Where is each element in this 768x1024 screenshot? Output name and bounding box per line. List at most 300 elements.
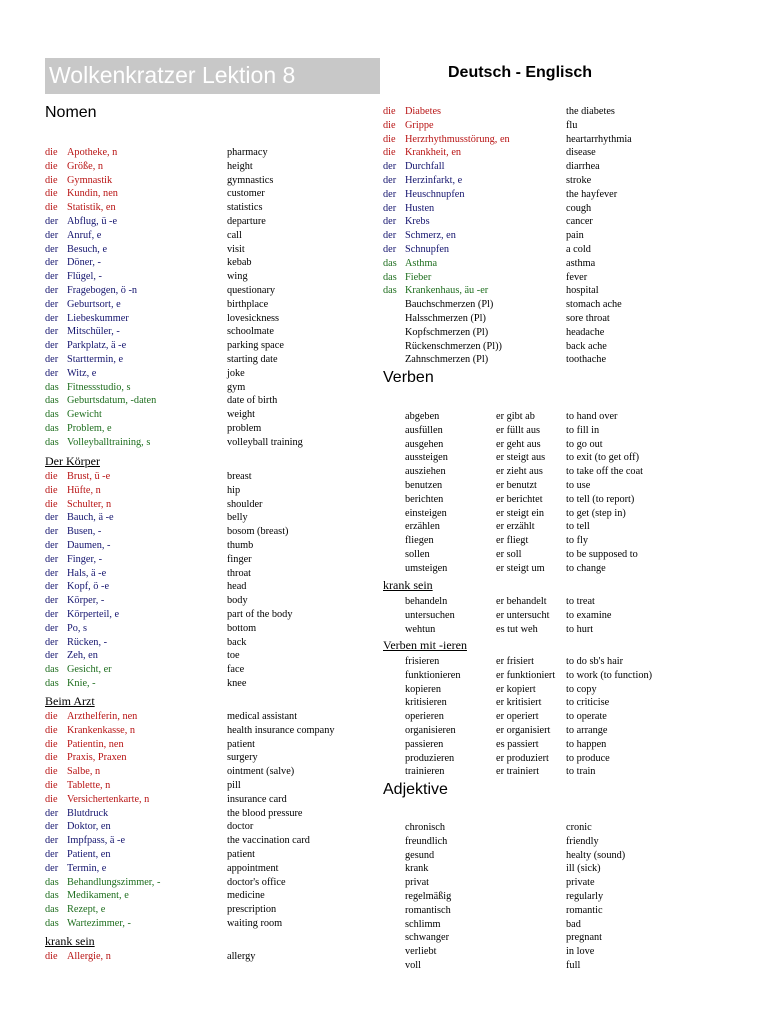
adjective-english: regularly [566, 891, 604, 902]
german-word: Kopf, ö -e [67, 581, 110, 593]
verb-conjugated: er organisiert [496, 725, 551, 736]
german-word: Hals, ä -e [67, 567, 107, 579]
verb-row [405, 562, 685, 576]
adjective-german: schlimm [405, 918, 441, 930]
verb-row [405, 520, 685, 534]
adjective-english: private [566, 877, 595, 889]
german-word: Brust, ü -e [67, 471, 111, 482]
verb-english: to operate [566, 711, 607, 723]
verb-row [405, 623, 685, 637]
german-word: Zeh, en [67, 650, 98, 662]
vocab-row [45, 539, 375, 553]
english-translation: call [227, 229, 242, 241]
english-translation: problem [227, 423, 262, 434]
adjective-german: freundlich [405, 835, 448, 847]
english-translation: schoolmate [227, 326, 274, 338]
english-translation: disease [566, 147, 596, 159]
english-translation: thumb [227, 540, 254, 551]
vocab-row [45, 498, 375, 512]
vocab-row [45, 793, 375, 807]
verb-infinitive: behandeln [405, 596, 448, 607]
verb-row [405, 493, 685, 507]
koerper-heading: Der Körper [45, 454, 100, 468]
page-title: Wolkenkratzer Lektion 8 [49, 62, 296, 88]
verb-english: to produce [566, 752, 610, 764]
verb-row [405, 534, 685, 548]
article: der [45, 636, 59, 648]
vocab-row [45, 834, 375, 848]
german-word: Döner, - [67, 257, 101, 269]
verb-infinitive: einsteigen [405, 507, 447, 519]
english-translation: allergy [227, 951, 256, 962]
verb-conjugated: er zieht aus [496, 466, 543, 478]
verb-english: to criticise [566, 697, 610, 709]
verb-english: to examine [566, 609, 612, 621]
verb-english: to take off the coat [566, 466, 644, 478]
vocab-row [383, 229, 713, 243]
vocab-row [45, 484, 375, 498]
english-translation: knee [227, 678, 247, 689]
german-word: Finger, - [67, 553, 103, 565]
vocab-row [45, 848, 375, 862]
english-translation: cough [566, 202, 592, 214]
adjective-row [405, 862, 705, 876]
article: der [383, 216, 397, 228]
article: der [45, 229, 59, 241]
german-word: Po, s [67, 622, 88, 634]
vocab-row [45, 903, 375, 917]
vocab-row [45, 298, 375, 312]
vocab-row [45, 353, 375, 367]
verb-infinitive: produzieren [405, 752, 455, 764]
german-word: Durchfall [405, 161, 445, 173]
english-translation: asthma [566, 257, 596, 269]
german-word: Kundin, nen [67, 188, 118, 200]
article: der [45, 326, 59, 338]
article: der [45, 243, 59, 255]
german-word: Rezept, e [67, 904, 106, 916]
verb-english: to go out [566, 438, 603, 450]
verb-english: to treat [566, 596, 595, 607]
adjective-german: voll [405, 960, 422, 971]
german-word: Fragebogen, ö -n [67, 285, 138, 296]
english-translation: patient [227, 849, 256, 860]
german-word: Halsschmerzen (Pl) [405, 313, 486, 324]
vocab-row [45, 622, 375, 636]
verb-row [405, 669, 685, 683]
article: die [45, 766, 58, 778]
verb-conjugated: er steigt ein [496, 507, 545, 519]
english-translation: diarrhea [566, 161, 600, 173]
german-word: Diabetes [405, 106, 442, 117]
vocab-row [45, 580, 375, 594]
article: das [45, 678, 59, 689]
german-word: Krankheit, en [405, 147, 462, 159]
article: der [45, 526, 59, 538]
article: das [45, 890, 59, 902]
vocab-row [45, 594, 375, 608]
adjective-row [405, 890, 705, 904]
vocab-row [45, 677, 375, 691]
adjective-english: romantic [566, 904, 603, 916]
verb-row [405, 696, 685, 710]
verb-english: to exit (to get off) [566, 452, 640, 464]
verb-conjugated: er geht aus [496, 438, 541, 450]
german-word: Körperteil, e [67, 609, 120, 620]
vocab-row [45, 339, 375, 353]
english-translation: a cold [566, 244, 591, 255]
english-translation: questionary [227, 285, 276, 296]
english-translation: doctor's office [227, 876, 286, 888]
article: die [383, 133, 396, 145]
verb-row [405, 465, 685, 479]
page-subtitle: Deutsch - Englisch [448, 64, 593, 81]
article: die [45, 724, 58, 736]
vocab-row [383, 146, 713, 160]
article: der [45, 367, 59, 379]
adjective-english: cronic [566, 822, 592, 833]
vocab-row [45, 408, 375, 422]
german-word: Körper, - [67, 595, 105, 607]
vocab-row [45, 243, 375, 257]
article: die [45, 471, 58, 482]
german-word: Statistik, en [67, 202, 116, 214]
english-translation: volleyball training [227, 436, 303, 448]
article: der [45, 312, 59, 324]
german-word: Mitschüler, - [67, 326, 120, 338]
verb-row [405, 765, 685, 779]
verb-conjugated: er soll [496, 549, 522, 560]
vocab-row [45, 174, 375, 188]
verb-infinitive: umsteigen [405, 562, 448, 574]
german-word: Rückenschmerzen (Pl)) [405, 340, 502, 352]
verb-conjugated: er trainiert [496, 766, 540, 778]
german-word: Busen, - [67, 526, 102, 538]
german-word: Bauchschmerzen (Pl) [405, 299, 494, 311]
german-word: Gymnastik [67, 174, 113, 186]
adjective-row [405, 918, 705, 932]
german-word: Gesicht, er [67, 664, 112, 676]
vocab-row [45, 820, 375, 834]
article: die [45, 147, 58, 158]
verb-row [405, 738, 685, 752]
verb-infinitive: frisieren [405, 656, 440, 667]
adjective-german: krank [405, 863, 429, 875]
german-word: Praxis, Praxen [67, 752, 127, 764]
german-word: Husten [405, 202, 435, 214]
verb-conjugated: es tut weh [496, 623, 538, 635]
vocab-row [383, 202, 713, 216]
article: die [45, 793, 58, 805]
vocab-row [45, 917, 375, 931]
german-word: Besuch, e [67, 243, 108, 255]
english-translation: prescription [227, 904, 277, 916]
german-word: Schmerz, en [405, 230, 456, 242]
article: der [45, 595, 59, 607]
verb-infinitive: abgeben [405, 411, 440, 422]
german-word: Problem, e [67, 423, 112, 434]
article: die [45, 780, 58, 791]
adjective-english: friendly [566, 835, 599, 847]
article: die [45, 202, 58, 214]
german-word: Fitnessstudio, s [67, 381, 131, 393]
vocab-row [383, 312, 713, 326]
german-word: Hüfte, n [67, 484, 101, 496]
adjective-german: gesund [405, 849, 435, 861]
article: der [45, 216, 59, 227]
vocab-row [45, 270, 375, 284]
article: das [45, 918, 59, 929]
verb-conjugated: er füllt aus [496, 424, 541, 436]
nomen-heading: Nomen [45, 104, 97, 121]
vocab-row [45, 256, 375, 270]
german-word: Gewicht [67, 409, 102, 421]
english-translation: toothache [566, 354, 607, 366]
adjective-row [405, 821, 705, 835]
verb-conjugated: er steigt um [496, 562, 545, 574]
vocab-row [45, 779, 375, 793]
verb-infinitive: kritisieren [405, 697, 447, 709]
adjective-english: pregnant [566, 932, 603, 944]
vocab-row [383, 243, 713, 257]
article: das [383, 271, 397, 283]
vocab-row [383, 174, 713, 188]
german-word: Herzrhythmusstörung, en [405, 133, 510, 145]
adjective-english: full [566, 960, 581, 971]
english-translation: wing [227, 271, 248, 283]
verb-english: to happen [566, 738, 607, 750]
verb-row [405, 410, 685, 424]
article: die [45, 484, 58, 496]
verb-infinitive: fliegen [405, 535, 434, 547]
german-word: Wartezimmer, - [67, 918, 131, 929]
verb-english: to do sb's hair [566, 656, 624, 667]
article: der [45, 567, 59, 579]
article: der [383, 188, 397, 200]
german-word: Herzinfarkt, e [405, 175, 463, 186]
english-translation: customer [227, 188, 265, 200]
english-translation: pill [227, 780, 241, 791]
english-translation: the blood pressure [227, 807, 303, 819]
article: die [383, 119, 396, 131]
article: das [45, 876, 59, 888]
vocab-row [383, 119, 713, 133]
verb-english: to get (step in) [566, 507, 626, 519]
verb-row [405, 710, 685, 724]
article: das [383, 285, 397, 297]
verb-row [405, 438, 685, 452]
german-word: Krankenhaus, äu -er [405, 285, 489, 297]
english-translation: starting date [227, 354, 278, 365]
article: die [45, 711, 58, 722]
english-translation: date of birth [227, 395, 278, 407]
vocab-row [45, 765, 375, 779]
adjective-german: verliebt [405, 946, 437, 958]
verb-row [405, 595, 685, 609]
vocab-row [383, 326, 713, 340]
german-word: Medikament, e [67, 890, 129, 902]
verb-conjugated: es passiert [496, 738, 539, 750]
german-word: Termin, e [67, 862, 107, 874]
english-translation: bosom (breast) [227, 526, 289, 538]
english-translation: lovesickness [227, 312, 280, 324]
vocab-row [45, 229, 375, 243]
verb-infinitive: funktionieren [405, 669, 461, 681]
article: die [45, 188, 58, 200]
verb-conjugated: er gibt ab [496, 411, 535, 422]
adjective-row [405, 931, 705, 945]
verb-english: to copy [566, 683, 597, 695]
verb-conjugated: er fliegt [496, 535, 529, 547]
verb-english: to hand over [566, 411, 618, 422]
verb-conjugated: er produziert [496, 752, 549, 764]
german-word: Krebs [405, 216, 430, 228]
english-translation: back [227, 636, 247, 648]
german-word: Rücken, - [67, 636, 108, 648]
verb-infinitive: wehtun [405, 623, 436, 635]
arzt-heading: Beim Arzt [45, 694, 95, 708]
article: der [45, 849, 59, 860]
vocab-row [45, 710, 375, 724]
article: der [383, 202, 397, 214]
verb-english: to fly [566, 535, 589, 547]
english-translation: finger [227, 553, 252, 565]
krank-heading: krank sein [45, 934, 95, 948]
article: die [45, 738, 58, 750]
vocab-row [45, 862, 375, 876]
english-translation: appointment [227, 862, 279, 874]
vocab-row [45, 649, 375, 663]
german-word: Arzthelferin, nen [67, 711, 138, 722]
article: der [383, 244, 397, 255]
verb-row [405, 507, 685, 521]
vocab-row [45, 325, 375, 339]
vocab-row [383, 271, 713, 285]
adjective-english: in love [566, 946, 595, 958]
article: der [45, 298, 59, 310]
adjective-row [405, 959, 705, 973]
verb-conjugated: er kritisiert [496, 697, 542, 709]
vocab-row [45, 608, 375, 622]
english-translation: heartarrhythmia [566, 133, 632, 145]
article: das [383, 257, 397, 269]
verb-english: to work (to function) [566, 669, 653, 681]
english-translation: medicine [227, 890, 265, 902]
verb-conjugated: er steigt aus [496, 452, 546, 464]
vocab-row [383, 105, 713, 119]
vocab-row [45, 511, 375, 525]
adjective-english: healty (sound) [566, 849, 626, 861]
article: die [383, 147, 396, 159]
german-word: Heuschnupfen [405, 188, 465, 200]
german-word: Krankenkasse, n [67, 724, 136, 736]
english-translation: the hayfever [566, 188, 618, 200]
vocab-row [45, 738, 375, 752]
adjective-german: romantisch [405, 904, 451, 916]
english-translation: pharmacy [227, 147, 268, 158]
verb-row [405, 724, 685, 738]
english-translation: patient [227, 738, 256, 750]
article: der [383, 175, 397, 186]
german-word: Volleyballtraining, s [67, 436, 151, 448]
german-word: Anruf, e [67, 229, 102, 241]
article: der [45, 257, 59, 269]
german-word: Behandlungszimmer, - [67, 876, 161, 888]
english-translation: throat [227, 567, 252, 579]
article: die [45, 951, 58, 962]
ieren-heading: Verben mit -ieren [383, 638, 467, 652]
vocab-row [383, 160, 713, 174]
adjective-row [405, 849, 705, 863]
english-translation: gymnastics [227, 174, 274, 186]
adjective-german: regelmäßig [405, 891, 452, 902]
english-translation: insurance card [227, 793, 287, 805]
english-translation: departure [227, 216, 266, 227]
english-translation: stomach ache [566, 299, 622, 311]
vocab-row [383, 284, 713, 298]
vocab-row [383, 257, 713, 271]
article: der [45, 650, 59, 662]
vocab-row [45, 215, 375, 229]
article: die [45, 498, 58, 510]
english-translation: cancer [566, 216, 593, 228]
verb-english: to be supposed to [566, 549, 638, 560]
english-translation: sore throat [566, 313, 610, 324]
verb-english: to change [566, 562, 606, 574]
verb-row [405, 548, 685, 562]
verb-conjugated: er behandelt [496, 596, 547, 607]
english-translation: part of the body [227, 609, 293, 620]
german-word: Parkplatz, ä -e [67, 340, 127, 352]
vocab-row [383, 298, 713, 312]
verb-english: to tell (to report) [566, 493, 635, 505]
article: die [45, 160, 58, 172]
vocab-row [45, 553, 375, 567]
verb-infinitive: ausgehen [405, 438, 444, 450]
verb-english: to train [566, 766, 596, 778]
verb-row [405, 479, 685, 493]
verb-infinitive: erzählen [405, 521, 440, 533]
verb-english: to use [566, 480, 591, 491]
vocab-row [45, 567, 375, 581]
article: das [45, 436, 59, 448]
vocab-row [45, 187, 375, 201]
german-word: Bauch, ä -e [67, 512, 114, 524]
verb-conjugated: er funktioniert [496, 669, 556, 681]
article: der [45, 512, 59, 524]
english-translation: health insurance company [227, 724, 335, 736]
article: das [45, 664, 59, 676]
article: die [45, 174, 58, 186]
article: der [45, 581, 59, 593]
vocab-row [45, 889, 375, 903]
german-word: Geburtsdatum, -daten [67, 395, 157, 407]
german-word: Versichertenkarte, n [67, 793, 150, 805]
english-translation: statistics [227, 202, 263, 214]
verb-infinitive: trainieren [405, 766, 445, 778]
verb-infinitive: operieren [405, 711, 444, 723]
english-translation: shoulder [227, 498, 263, 510]
adjective-german: schwanger [405, 932, 450, 944]
english-translation: fever [566, 271, 588, 283]
german-word: Witz, e [67, 367, 97, 379]
vocab-row [45, 724, 375, 738]
vocab-row [383, 188, 713, 202]
adjective-row [405, 904, 705, 918]
verb-conjugated: er frisiert [496, 656, 535, 667]
verb-row [405, 683, 685, 697]
article: der [45, 835, 59, 847]
